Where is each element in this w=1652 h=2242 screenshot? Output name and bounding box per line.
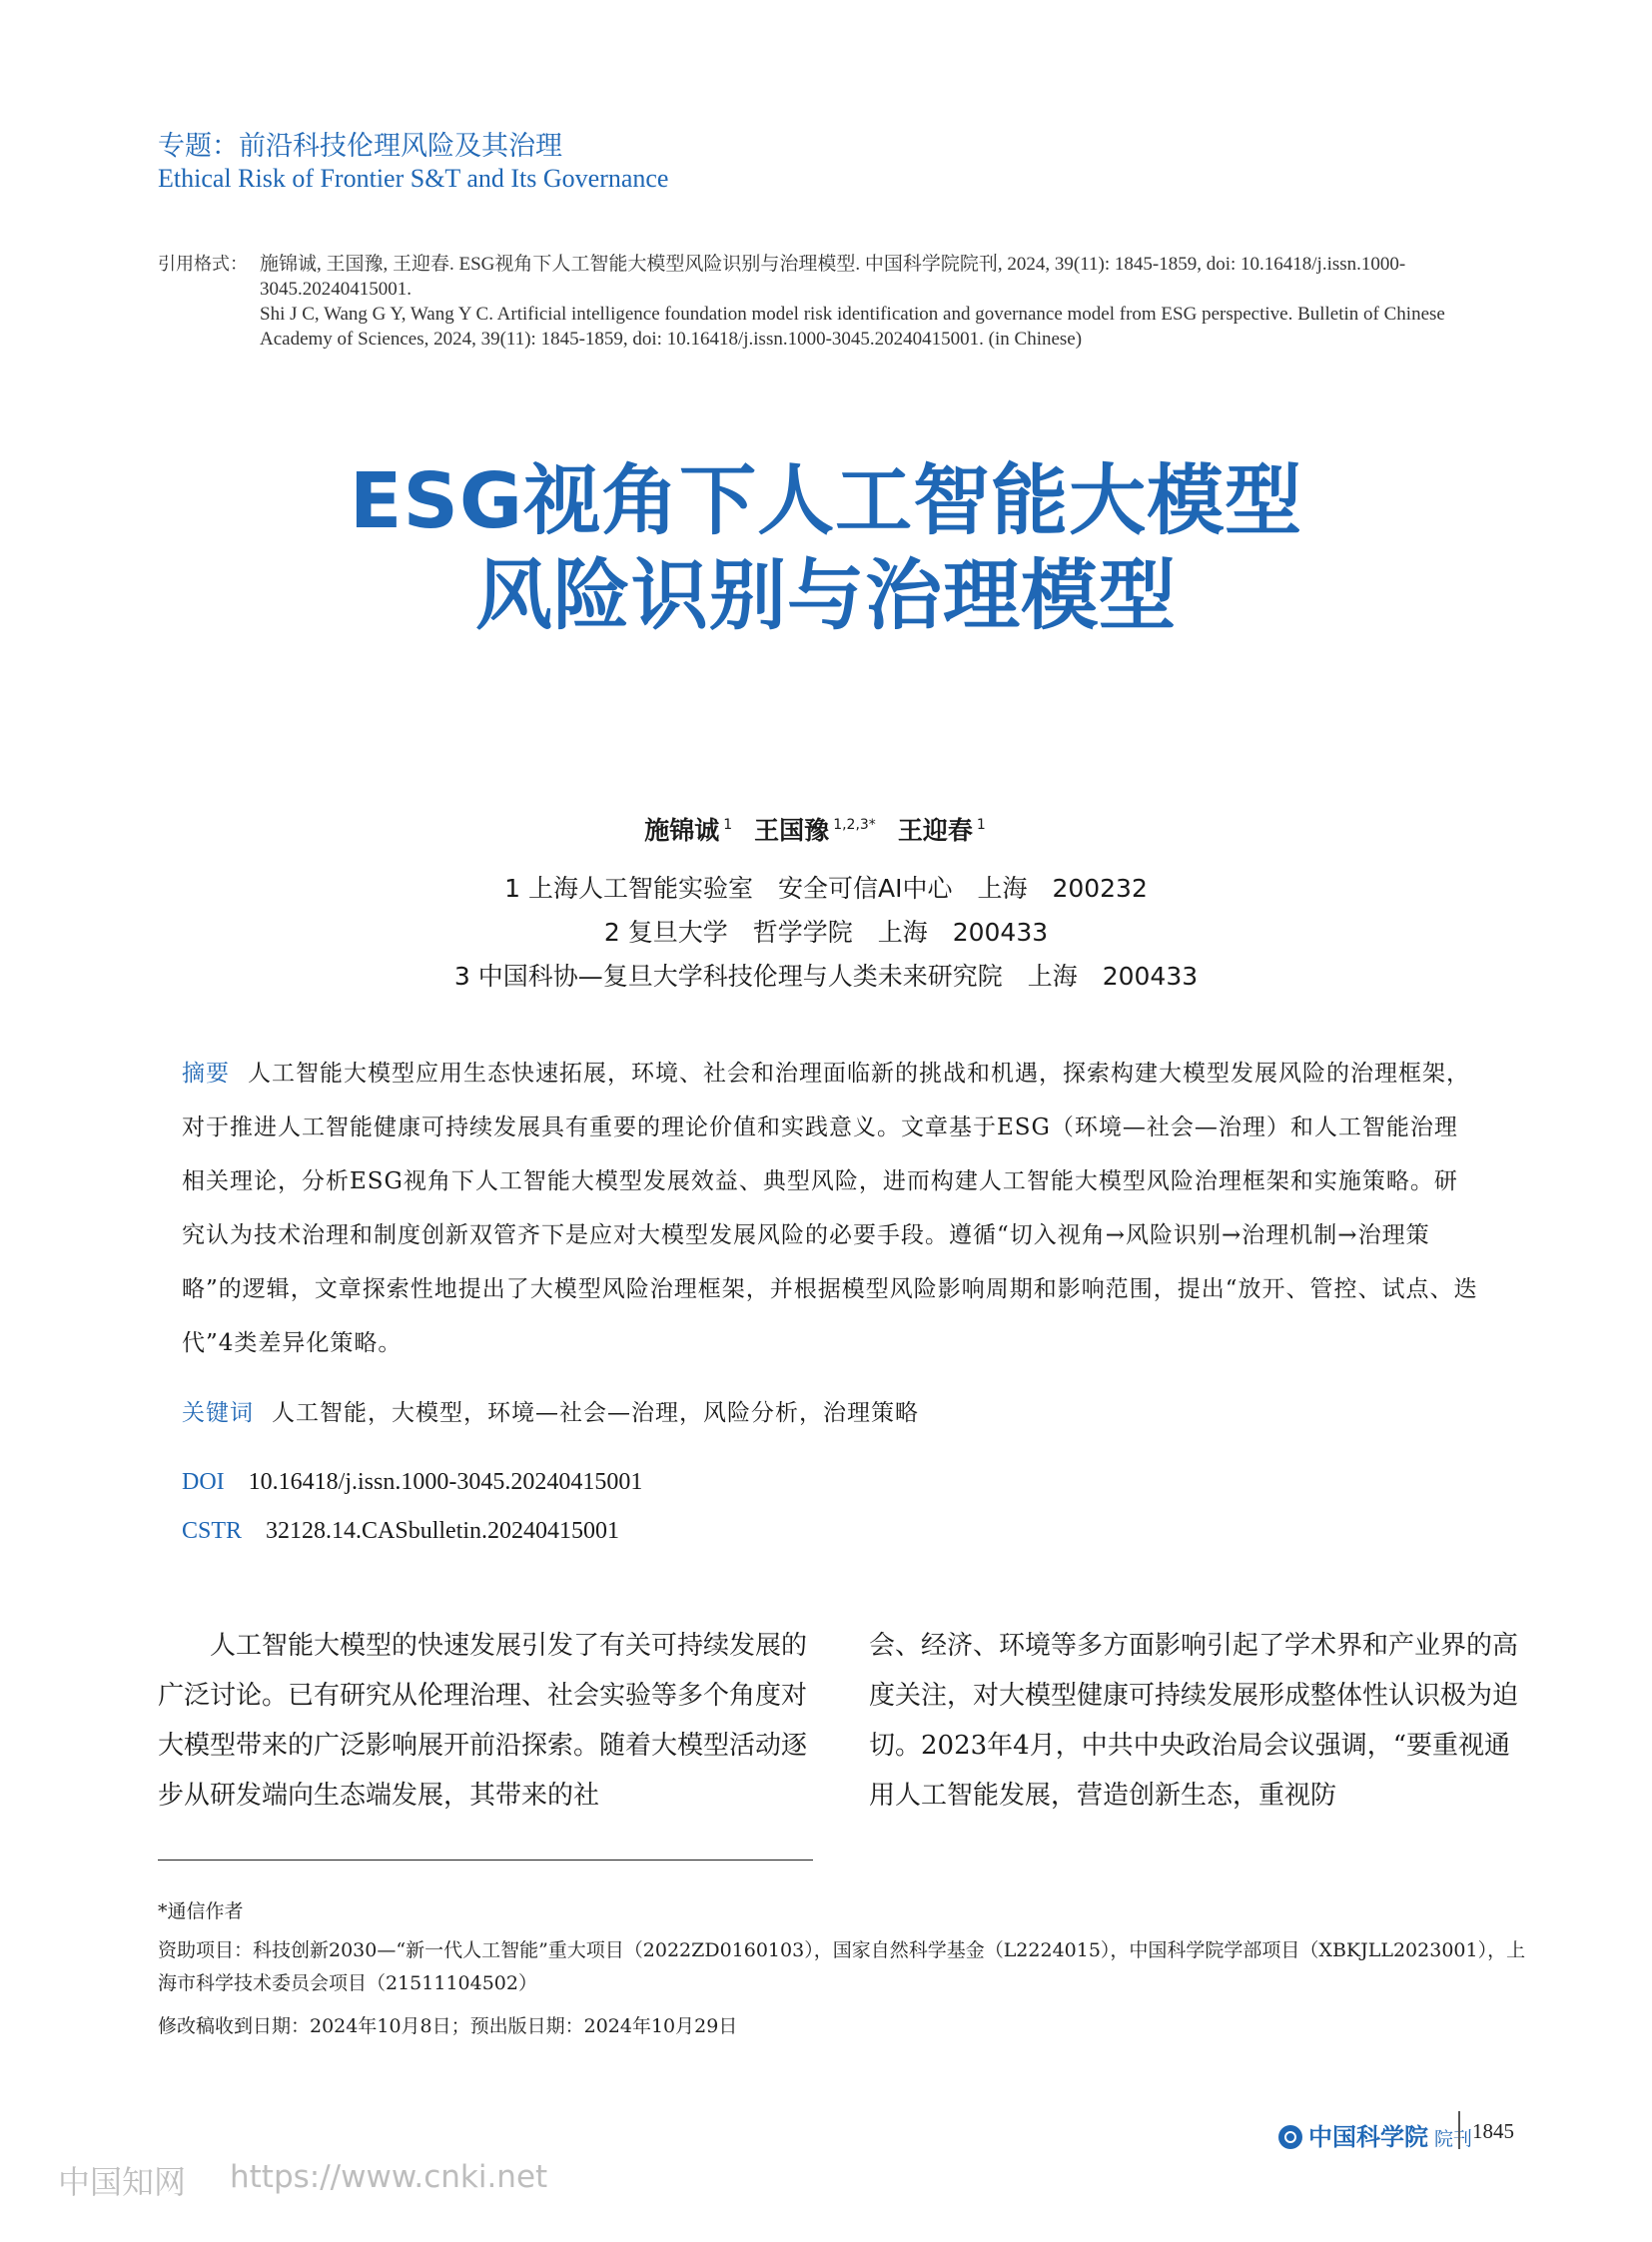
footnote-corresponding: *通信作者 bbox=[158, 1900, 244, 1922]
cstr-label: CSTR bbox=[182, 1518, 243, 1544]
doi-value[interactable]: 10.16418/j.issn.1000-3045.20240415001 bbox=[248, 1469, 643, 1495]
citation-label: 引用格式： bbox=[158, 254, 248, 275]
abstract-text: 人工智能大模型应用生态快速拓展，环境、社会和治理面临新的挑战和机遇，探索构建大模型发展风险的治理框架，对于推进人工智能健康可持续发展具有重要的理论价值和实践意义。文章基于ESG（环境—社会—治理）和人工智能治理相关理论，分析ESG视角下人工智能大模型发展效益、典型风险，进而构建人工智能大模型风险治理框架和实施策略。研究认为技术治理和制度创新双管齐下是应对大模型发展风险的必要手段。遵循“切入视角→风险识别→治理机制→治理策略”的逻辑，文章探索性地提出了大模型风险治理框架，并根据模型风险影响周期和影响范围，提出“放开、管控、试点、迭代”4类差异化策略。 bbox=[182, 1061, 1478, 1356]
doi-label: DOI bbox=[182, 1469, 225, 1495]
citation-block bbox=[158, 252, 1516, 352]
footnote-divider bbox=[158, 1860, 813, 1861]
footnote-dates: 修改稿收到日期：2024年10月8日；预出版日期：2024年10月29日 bbox=[158, 2015, 738, 2037]
keywords-label: 关键词 bbox=[182, 1400, 254, 1426]
affiliation-list bbox=[0, 867, 1652, 999]
author-name: 施锦诚 bbox=[644, 816, 720, 845]
journal-logo-text: 中国科学院 bbox=[1308, 2122, 1428, 2151]
title-line-1: ESG视角下人工智能大模型 bbox=[349, 457, 1303, 546]
body-column-left: 人工智能大模型的快速发展引发了有关可持续发展的广泛讨论。已有研究从伦理治理、社会实验等多个角度对大模型带来的广泛影响展开前沿探索。随着大模型活动逐步从研发端向生态端发展，其带来的社 bbox=[158, 1631, 808, 1811]
title-line-2: 风险识别与治理模型 bbox=[475, 552, 1177, 641]
author-affiliation-mark: 1,2,3* bbox=[833, 817, 876, 833]
journal-logo bbox=[1278, 2117, 1472, 2152]
keywords-text: 人工智能，大模型，环境—社会—治理，风险分析，治理策略 bbox=[272, 1400, 919, 1426]
author-name: 王国豫 bbox=[754, 816, 830, 845]
citation-english: Shi J C, Wang G Y, Wang Y C. Artificial intelligence foundation model risk identification and governance model from ESG perspective. Bulletin of Chinese Academy of Sciences, 2024, 39(11): 1845-1859, doi: 10.16418/j.issn.1000-3045.20240415001. (in Chinese) bbox=[260, 304, 1445, 350]
watermark-site-name: 中国知网 bbox=[58, 2163, 187, 2201]
footer-separator bbox=[1458, 2111, 1460, 2149]
watermark-url[interactable]: https://www.cnki.net bbox=[230, 2159, 548, 2195]
abstract bbox=[182, 1047, 1480, 1370]
topic-english: Ethical Risk of Frontier S&T and Its Governance bbox=[158, 164, 669, 193]
cstr-value: 32128.14.CASbulletin.20240415001 bbox=[266, 1518, 620, 1544]
author-affiliation-mark: 1 bbox=[976, 817, 986, 833]
body-column-right: 会、经济、环境等多方面影响引起了学术界和产业界的高度关注，对大模型健康可持续发展形成整体性认识极为迫切。2023年4月，中共中央政治局会议强调，“要重视通用人工智能发展，营造创新生态，重视防 bbox=[869, 1631, 1519, 1811]
journal-logo-suffix: 院刊 bbox=[1434, 2128, 1473, 2150]
citation-chinese: 施锦诚, 王国豫, 王迎春. ESG视角下人工智能大模型风险识别与治理模型. 中国科学院院刊, 2024, 39(11): 1845-1859, doi: 10.16418/j.issn.1000-3045.20240415001. bbox=[260, 254, 1406, 300]
topic-chinese: 专题：前沿科技伦理风险及其治理 bbox=[158, 131, 562, 162]
affiliation-item: 1 上海人工智能实验室 安全可信AI中心 上海 200232 bbox=[504, 874, 1148, 903]
affiliation-item: 2 复旦大学 哲学学院 上海 200433 bbox=[603, 918, 1049, 947]
doi-line bbox=[182, 1469, 642, 1496]
cstr-line bbox=[182, 1518, 619, 1545]
cas-emblem-icon bbox=[1278, 2125, 1302, 2149]
author-affiliation-mark: 1 bbox=[723, 817, 733, 833]
keywords bbox=[182, 1394, 919, 1427]
article-title bbox=[0, 454, 1652, 644]
page-number: 1845 bbox=[1472, 2119, 1514, 2143]
abstract-label: 摘要 bbox=[182, 1061, 230, 1087]
author-list bbox=[0, 811, 1652, 847]
footnote-funding: 资助项目：科技创新2030—“新一代人工智能”重大项目（2022ZD0160103），国家自然科学基金（L2224015），中国科学院学部项目（XBKJLL2023001），上海市科学技术委员会项目（21511104502） bbox=[158, 1939, 1526, 1994]
author-name: 王迎春 bbox=[897, 816, 973, 845]
affiliation-item: 3 中国科协—复旦大学科技伦理与人类未来研究院 上海 200433 bbox=[453, 962, 1199, 991]
